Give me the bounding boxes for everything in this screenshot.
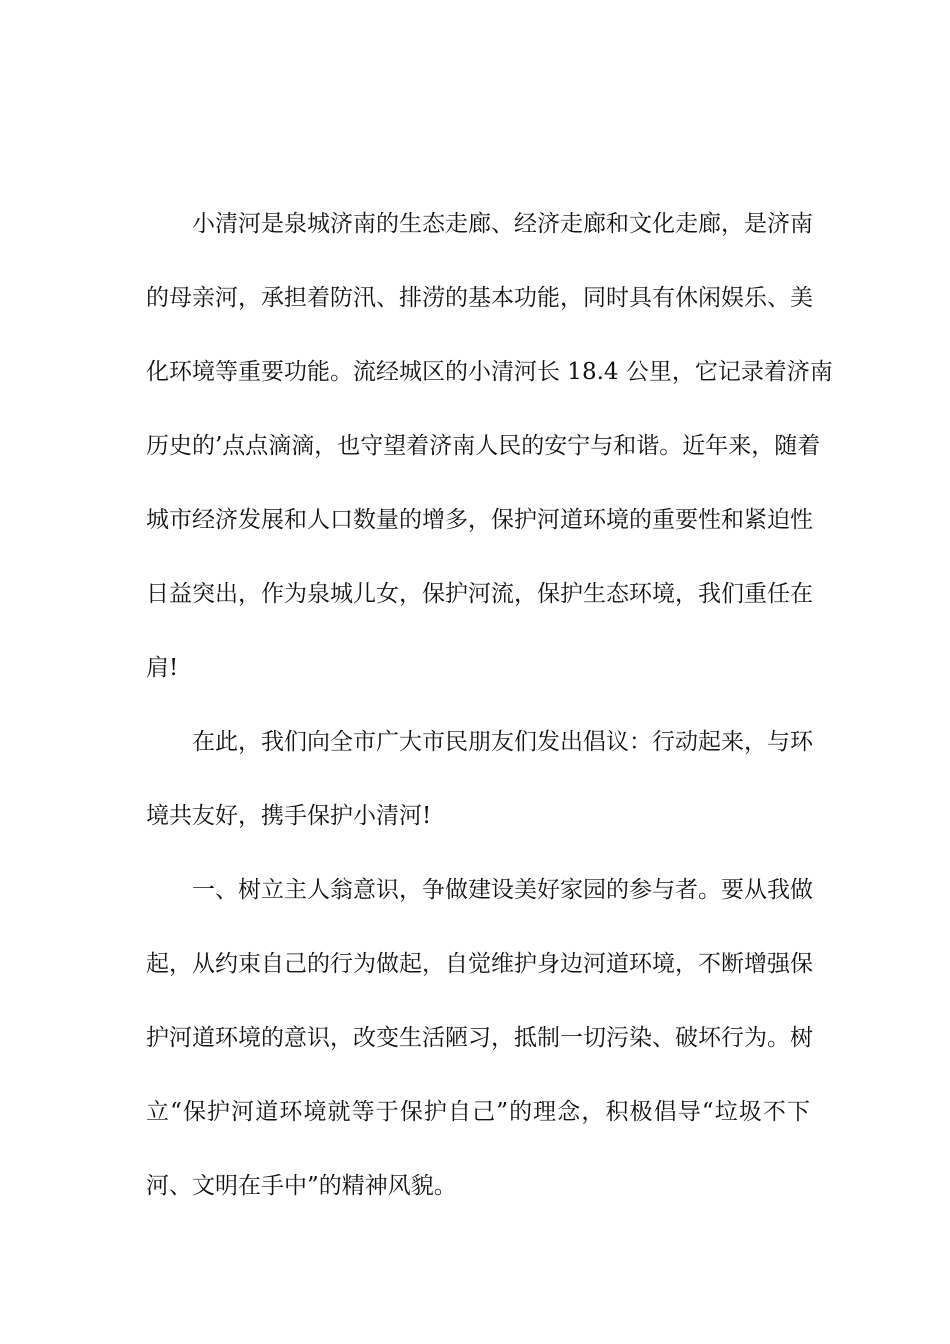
paragraph-2-line-1: 在此，我们向全市广大市民朋友们发出倡议：行动起来，与环 <box>192 729 813 755</box>
paragraph-1-line-5: 城市经济发展和人口数量的增多，保护河道环境的重要性和紧迫性 <box>146 507 813 533</box>
paragraph-3-line-5: 河、文明在手中”的精神风貌。 <box>146 1173 457 1199</box>
document-body <box>146 204 833 1240</box>
paragraph-3-line-2: 起，从约束自己的行为做起，自觉维护身边河道环境，不断增强保 <box>146 951 813 977</box>
paragraph-1-line-2: 的母亲河，承担着防汛、排涝的基本功能，同时具有休闲娱乐、美 <box>146 285 813 311</box>
paragraph-3-line-4: 立“保护河道环境就等于保护自己”的理念，积极倡导“垃圾不下 <box>146 1099 810 1125</box>
paragraph-1-line-1: 小清河是泉城济南的生态走廊、经济走廊和文化走廊，是济南 <box>192 211 813 237</box>
paragraph-1-line-7: 肩! <box>146 655 179 681</box>
paragraph-1-line-3: 化环境等重要功能。流经城区的小清河长 18.4 公里，它记录着济南 <box>146 359 833 385</box>
paragraph-1-line-6: 日益突出，作为泉城儿女，保护河流，保护生态环境，我们重任在 <box>146 581 813 607</box>
paragraph-2-line-2: 境共友好，携手保护小清河! <box>146 803 432 829</box>
paragraph-3-line-3: 护河道环境的意识，改变生活陋习，抵制一切污染、破坏行为。树 <box>146 1025 813 1051</box>
paragraph-3-line-1: 一、树立主人翁意识，争做建设美好家园的参与者。要从我做 <box>192 877 813 903</box>
paragraph-1-line-4: 历史的’点点滴滴，也守望着济南人民的安宁与和谐。近年来，随着 <box>146 433 821 459</box>
